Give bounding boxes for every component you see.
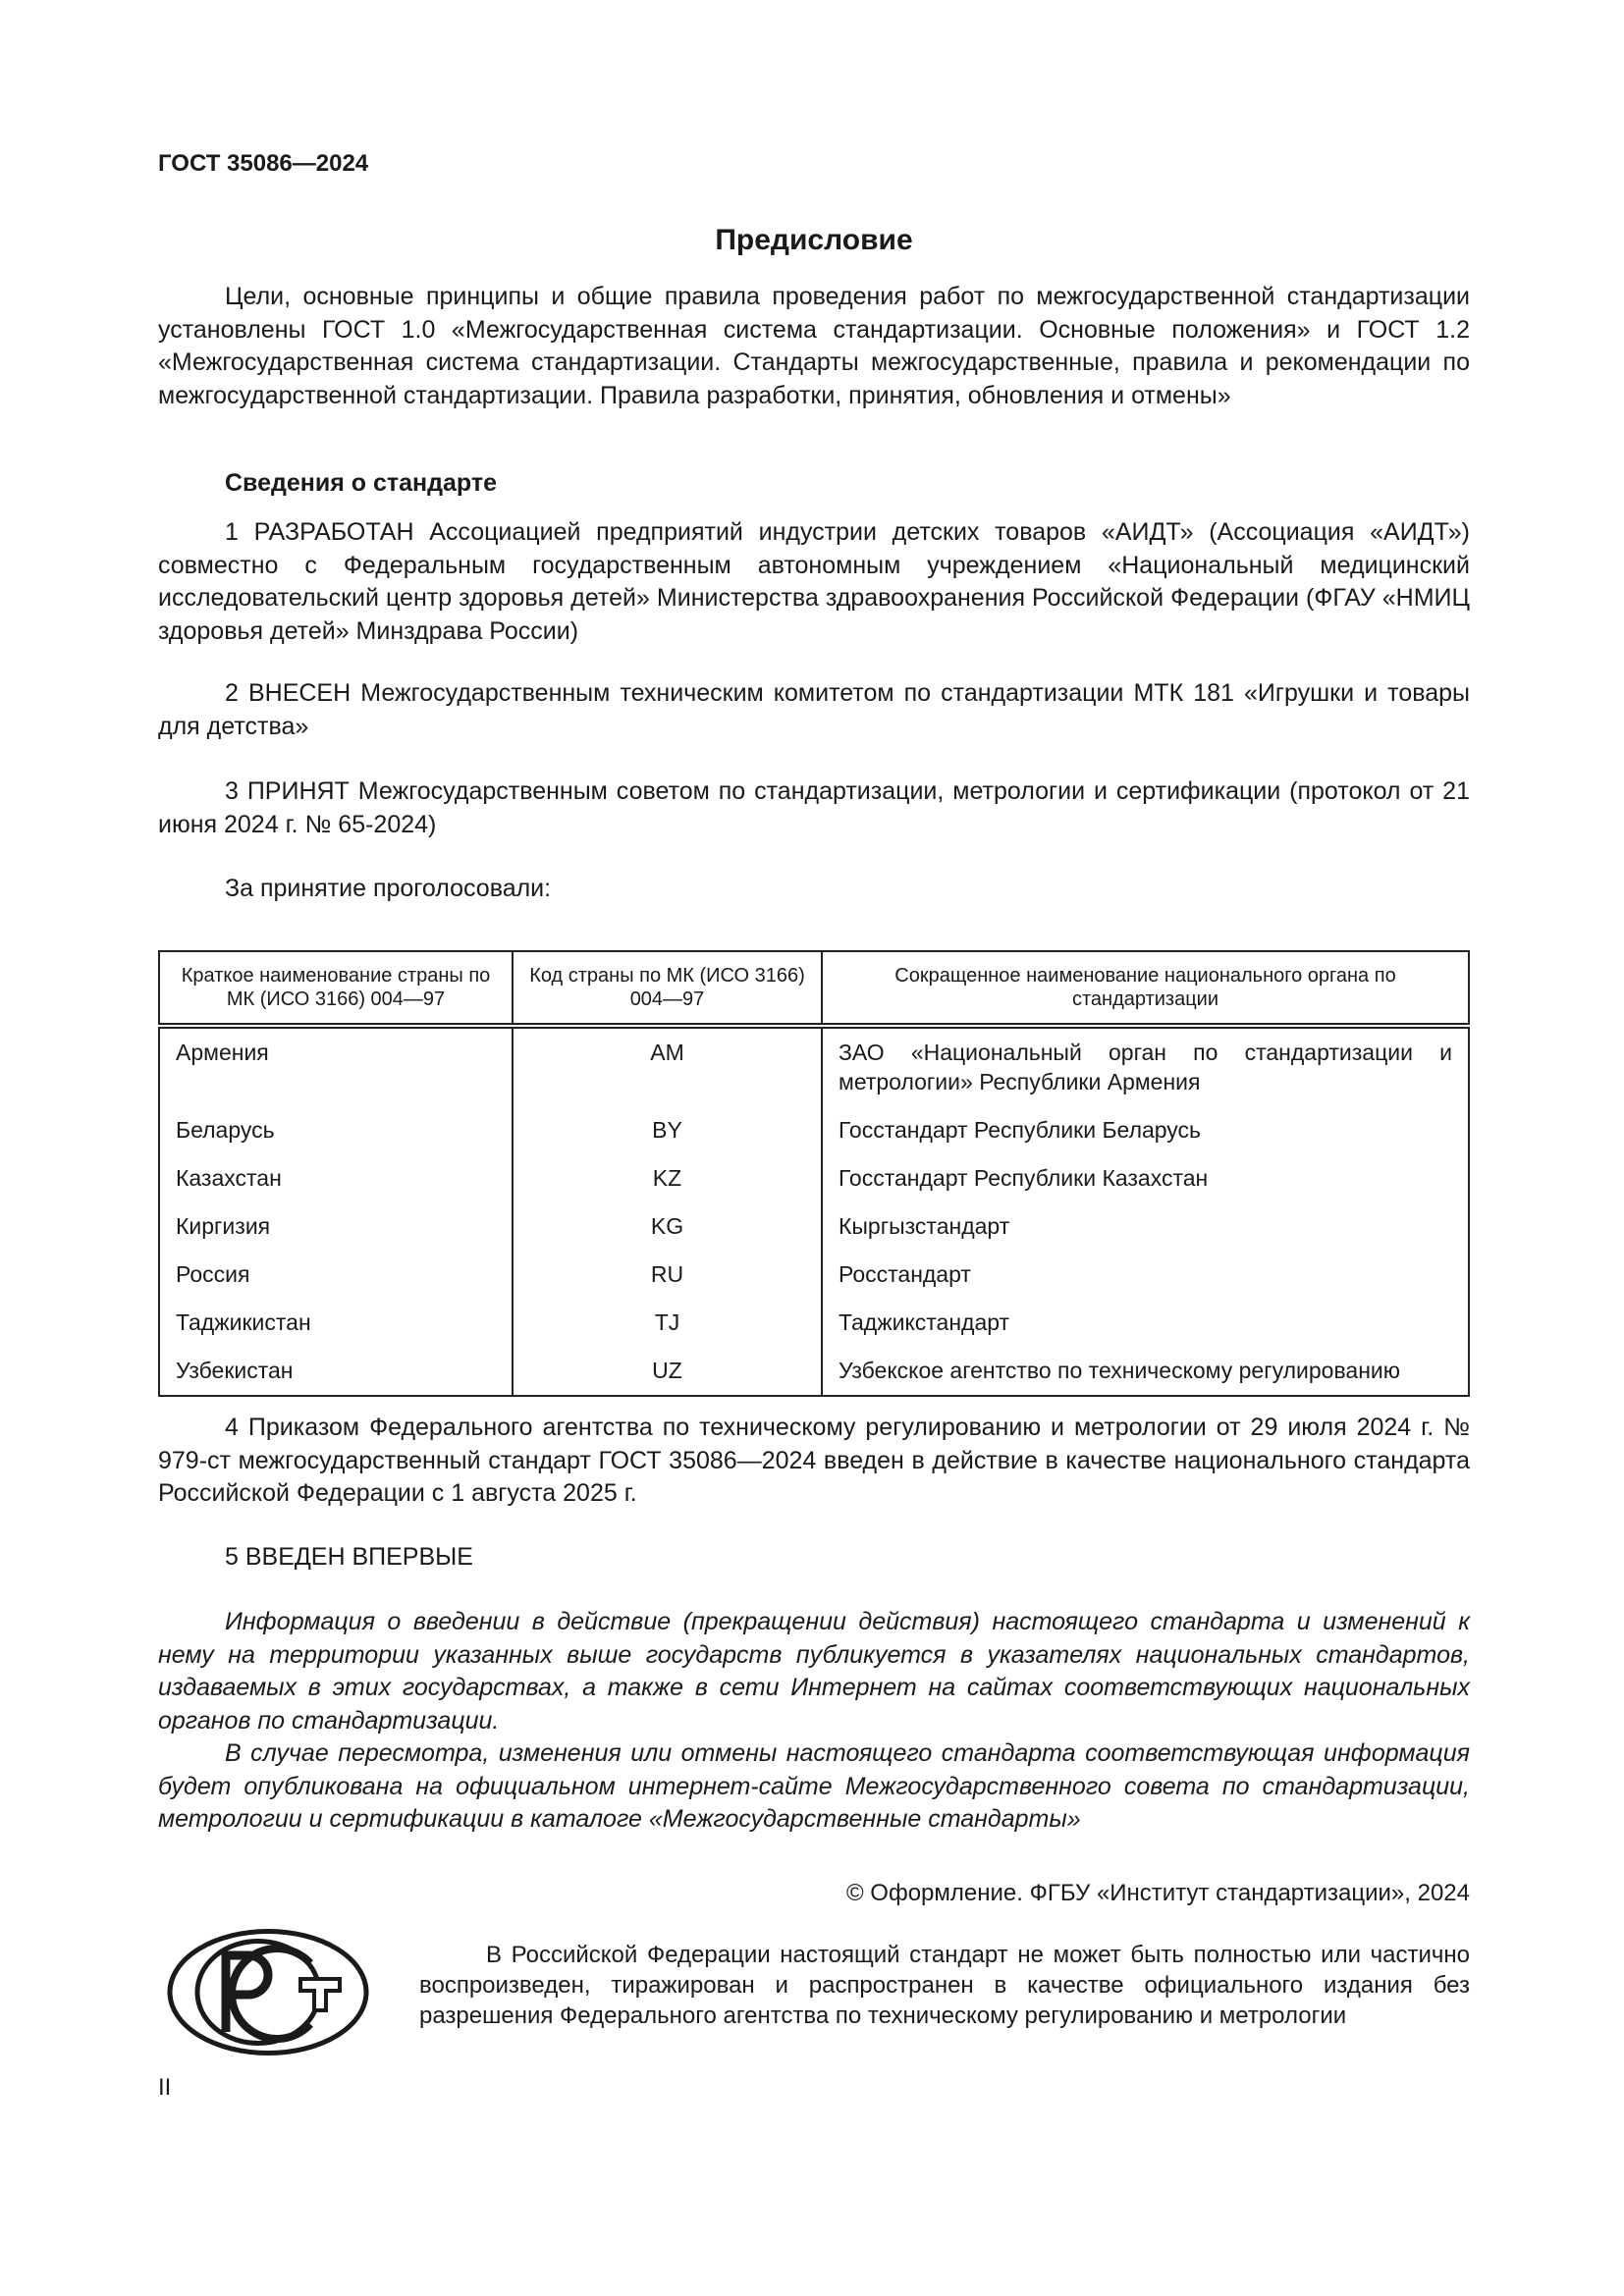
- item-developed: 1 РАЗРАБОТАН Ассоциацией предприятий индустрии детских товаров «АИДТ» (Ассоциация «АИДТ») совместно с Федеральным государственным автономным учреждением «Национальный медицинский исследовательский центр здоровья детей» Министерства здравоохранения Российской Федерации (ФГАУ «НМИЦ здоровья детей» Минздрава России): [158, 518, 1470, 645]
- header-code: Код страны по МК (ИСО 3166) 004—97: [513, 951, 822, 1026]
- country-code: KZ: [513, 1154, 822, 1202]
- notice-information: Информация о введении в действие (прекращении действия) настоящего стандарта и изменений к нему на территории указанных выше государств публикуется в указателях национальных стандартов, издаваемых в этих государствах, а также в сети Интернет на сайтах соответствующих национальных органов по стандартизации.: [158, 1608, 1470, 1735]
- country-code: TJ: [513, 1299, 822, 1347]
- rst-logo-icon: [165, 1926, 371, 2058]
- national-body: Госстандарт Республики Казахстан: [822, 1154, 1469, 1202]
- national-body: Таджикстандарт: [822, 1299, 1469, 1347]
- country-name: Казахстан: [159, 1154, 513, 1202]
- national-body: Госстандарт Республики Беларусь: [822, 1106, 1469, 1154]
- voting-countries-table: [158, 950, 1470, 1397]
- country-name: Таджикистан: [159, 1299, 513, 1347]
- notice-revision: В случае пересмотра, изменения или отмены настоящего стандарта соответствующая информация будет опубликована на официальном интернет-сайте Межгосударственного совета по стандартизации, метрологии и сертификации в каталоге «Межгосударственные стандарты»: [158, 1739, 1470, 1833]
- page-number: II: [158, 2074, 172, 2101]
- country-code: BY: [513, 1106, 822, 1154]
- national-body: Кыргызстандарт: [822, 1202, 1469, 1251]
- intro-paragraph: Цели, основные принципы и общие правила проведения работ по межгосударственной стандартизации установлены ГОСТ 1.0 «Межгосударственная система стандартизации. Основные положения» и ГОСТ 1.2 «Межгосударственная система стандартизации. Стандарты межгосударственные, правила и рекомендации по межгосударственной стандартизации. Правила разработки, принятия, обновления и отмены»: [158, 283, 1470, 409]
- country-code: KG: [513, 1202, 822, 1251]
- document-code-header: ГОСТ 35086—2024: [158, 150, 369, 177]
- country-code: AM: [513, 1026, 822, 1106]
- item-adopted: 3 ПРИНЯТ Межгосударственным советом по стандартизации, метрологии и сертификации (протокол от 21 июня 2024 г. № 65-2024): [158, 777, 1470, 838]
- country-name: Киргизия: [159, 1202, 513, 1251]
- country-name: Узбекистан: [159, 1347, 513, 1396]
- table-row: [159, 1106, 1469, 1154]
- header-body: Сокращенное наименование национального органа по стандартизации: [822, 951, 1469, 1026]
- header-country: Краткое наименование страны по МК (ИСО 3166) 004—97: [159, 951, 513, 1026]
- table-row: [159, 1202, 1469, 1251]
- table-row: [159, 1251, 1469, 1299]
- rights-notice: В Российской Федерации настоящий стандарт не может быть полностью или частично воспроизведен, тиражирован и распространен в качестве официального издания без разрешения Федерального агентства по техническому регулированию и метрологии: [419, 1942, 1470, 2029]
- national-body: Росстандарт: [822, 1251, 1469, 1299]
- national-body: Узбекское агентство по техническому регулированию: [822, 1347, 1469, 1396]
- country-code: RU: [513, 1251, 822, 1299]
- country-name: Россия: [159, 1251, 513, 1299]
- country-code: UZ: [513, 1347, 822, 1396]
- copyright-notice: © Оформление. ФГБУ «Институт стандартизации», 2024: [845, 1880, 1470, 1906]
- table-row: [159, 1026, 1469, 1106]
- voted-label: За принятие проголосовали:: [225, 875, 552, 902]
- national-body: ЗАО «Национальный орган по стандартизации и метрологии» Республики Армения: [822, 1026, 1469, 1106]
- country-name: Армения: [159, 1026, 513, 1106]
- item-first-introduced: 5 ВВЕДЕН ВПЕРВЫЕ: [225, 1543, 473, 1571]
- table-row: [159, 1154, 1469, 1202]
- page-title: Предисловие: [715, 224, 913, 256]
- table-row: [159, 1347, 1469, 1396]
- item-enacted: 4 Приказом Федерального агентства по техническому регулированию и метрологии от 29 июля 2024 г. № 979-ст межгосударственный стандарт ГОСТ 35086—2024 введен в действие в качестве национального стандарта Российской Федерации с 1 августа 2025 г.: [158, 1414, 1470, 1507]
- country-name: Беларусь: [159, 1106, 513, 1154]
- table-row: [159, 1299, 1469, 1347]
- info-heading: Сведения о стандарте: [225, 469, 498, 497]
- item-introduced-by: 2 ВНЕСЕН Межгосударственным техническим комитетом по стандартизации МТК 181 «Игрушки и товары для детства»: [158, 679, 1470, 740]
- table-header-row: [159, 951, 1469, 1026]
